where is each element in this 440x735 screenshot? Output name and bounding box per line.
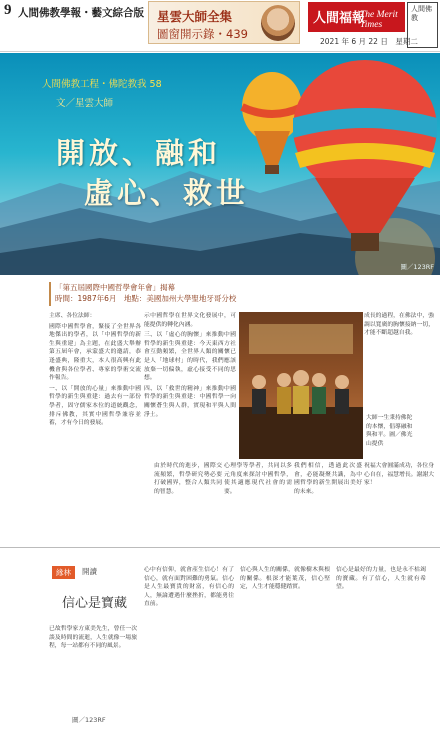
issue-date: 2021 年 6 月 22 日 星期二 (320, 37, 418, 46)
conference-photo-illustration (239, 312, 363, 459)
article-column-6: 祝福大會圓滿成功，各位身心自在，福慧增長。謝謝大家！ (364, 463, 434, 487)
column-label: 開讀 (82, 567, 97, 576)
headline-line1: 開放、融和 (56, 136, 222, 170)
event-caption (49, 282, 349, 306)
photo-credit: 圖／123RF (400, 263, 434, 271)
section-title: 人間佛教學報・藝文綜合版 (18, 7, 144, 19)
promo-banner[interactable] (148, 1, 300, 44)
section-divider (0, 547, 440, 548)
paragraph: 三、以「虛心的胸懷」來推動中國哲學的新生與重建：今天東西方社會互動頻繁，全世界人類的關懷已是人「地球村」的時代，我們應該放棄一切偏執，虛心接受不同的思想。 (144, 332, 236, 382)
series-label: 人間佛教工程・佛陀教我 58 (42, 79, 162, 90)
hero-image (0, 53, 440, 275)
balloon-large-icon (290, 58, 440, 275)
paragraph: 示中國哲學在世界文化發展中，可能提供的轉化內涵。 (144, 313, 236, 328)
caption-line2: 時間：1987年6月 地點：美國加州大學聖地牙哥分校 (55, 294, 237, 303)
author-label: 文／星雲大師 (56, 98, 114, 109)
bottom-column-2: 心中有信仰，就會產生信心！有了信心，就有面對困難的勇氣。信心是人生最寶貴的財富，有信心的人，無論遭遇什麼挫折，都能勇往直前。 (144, 567, 234, 608)
paragraph: 四、以「救世的精神」來推動中國哲學的新生與重建：中國哲學一向關懷蒼生與人群，實現和平與人間淨土。 (144, 385, 236, 418)
article-column-1 (49, 312, 141, 461)
article-column-3: 由於時代的進步，國際交流頻繁，哲學研究勢必要打破國界，整合人類共同的智慧。 (154, 463, 222, 495)
article-column-5: 我們相信，透過此次盛會，必能凝聚共識，為中國哲學的新生開展出美好的未來。 (294, 463, 362, 495)
paragraph: 國際中國哲學會，緊接了全世界各地傑出的學者，以「中國哲學的新生與重建」為主題，在此盛大舉辦第五屆年會，承蒙盛大的邀請，恭逢盛典，隆重大，本人很高興有此機會與各位學者、專家的學術交流作報告。 (49, 323, 141, 382)
portrait-icon (261, 5, 295, 41)
caption-line1: 「第五屆國際中國哲學會年會」揭幕 (55, 283, 175, 292)
paragraph: 主席、各位法師： (49, 313, 96, 319)
vertical-label: 人間佛教 (407, 2, 438, 48)
article-column-2 (144, 312, 236, 461)
photo-caption: 大師一生秉持佛陀的本懷，倡導融和與和平。圖／佛光山提供 (366, 415, 413, 447)
page-header (0, 0, 440, 52)
column-tag: 緣林 (52, 566, 75, 579)
page-number: 9 (4, 2, 12, 18)
logo-en: The Merit Times (360, 10, 398, 30)
bottom-credit: 圖／123RF (72, 716, 106, 724)
newspaper-logo (308, 2, 405, 32)
article-column-side: 成長的過程，在佛法中，強調以寬廣的胸懷接納一切，才能不斷超越自我。 (364, 313, 434, 337)
promo-line2: 圖窗開示錄・439 (157, 27, 248, 41)
bottom-column-3: 信心與人生的關係，就像樹木與根的關係。根深才能葉茂，信心堅定，人生才能穩健踏實。 (240, 567, 330, 591)
bottom-column-1: 已故哲學家方東美先生，曾任一次談及時間的流逝，人生就像一場旅程，每一站都有不同的風景。 (49, 626, 137, 650)
headline-line2: 虛心、救世 (84, 176, 250, 210)
promo-line1: 星雲大師全集 (157, 9, 233, 24)
article-column-4: 心理學等學者，共同以多元角度來探討中國哲學，使其適應現代社會的需要。 (224, 463, 292, 495)
paragraph: 一、以「開放的心量」來推動中國哲學的新生與重建：過去有一部份學者，固守儒家本位的道統觀念，排斥佛教，其實中國哲學兼容並蓄，才有今日的發展。 (49, 385, 141, 427)
logo-cn: 人間福報 (313, 11, 366, 26)
bottom-column-4: 信心是最好的力量，也是永不枯竭的寶藏。有了信心，人生就有希望。 (336, 567, 426, 591)
event-photo (239, 312, 363, 459)
bottom-article-title: 信心是寶藏 (62, 596, 128, 611)
